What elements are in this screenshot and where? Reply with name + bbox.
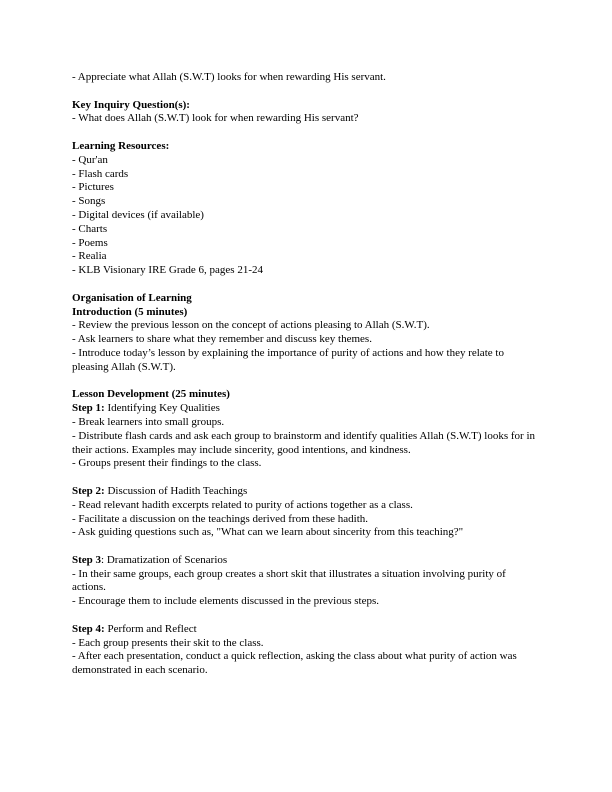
step-2-item: - Facilitate a discussion on the teachings derived from these hadith. [72,512,369,525]
resource-item: - Pictures [72,181,114,194]
organisation-section [72,292,540,375]
document-page [72,71,540,692]
step-2-item: - Read relevant hadith excerpts related to purity of actions together as a class. [72,498,413,511]
resource-item: - Poems [72,236,108,249]
inquiry-heading: Key Inquiry Question(s): [72,98,190,111]
step-4-section [72,623,540,678]
step-4-heading [72,623,540,637]
organisation-heading: Organisation of Learning [72,291,192,304]
step-3-item: - In their same groups, each group creates a short skit that illustrates a situation involving purity of actions. [72,567,506,594]
resource-item: - Charts [72,222,108,235]
step-3-heading [72,554,540,568]
resource-item: - Digital devices (if available) [72,208,204,221]
resources-heading: Learning Resources: [72,139,170,152]
step-1-heading [72,402,540,416]
resource-item: - Qur'an [72,153,108,166]
step-1-item: - Break learners into small groups. [72,415,225,428]
step-3-label: Step 3 [72,553,102,566]
step-2-title: Discussion of Hadith Teachings [104,484,248,497]
step-4-item: - Each group presents their skit to the class. [72,636,264,649]
step-4-label: Step 4: [72,622,105,635]
step-2-item: - Ask guiding questions such as, "What can we learn about sincerity from this teaching?" [72,526,464,539]
objective-line: - Appreciate what Allah (S.W.T) looks for when rewarding His servant. [72,71,386,83]
step-4-item: - After each presentation, conduct a quick reflection, asking the class about what purity of action was demonstrated in each scenario. [72,650,517,677]
resource-item: - Realia [72,250,107,263]
introduction-item: - Review the previous lesson on the concept of actions pleasing to Allah (S.W.T). [72,319,430,332]
inquiry-item: - What does Allah (S.W.T) look for when rewarding His servant? [72,112,359,125]
step-1-label: Step 1: [72,402,105,415]
introduction-heading: Introduction (5 minutes) [72,305,188,318]
resources-section [72,140,540,278]
step-1-item: - Distribute flash cards and ask each group to brainstorm and identify qualities Allah (S.W.T) looks for in their actions. Examples may include sincerity, good intentions, and kindness. [72,429,536,456]
step-3-title: : Dramatization of Scenarios [101,553,228,566]
step-1-section [72,388,540,471]
inquiry-section [72,99,540,127]
step-1-title: Identifying Key Qualities [104,402,220,415]
objective-section [72,71,540,85]
step-3-section [72,554,540,609]
introduction-item: - Introduce today’s lesson by explaining the importance of purity of actions and how they relate to pleasing Allah (S.W.T). [72,346,504,373]
resource-item: - Songs [72,195,106,208]
step-2-heading [72,485,540,499]
resource-item: - Flash cards [72,167,129,180]
step-1-item: - Groups present their findings to the class. [72,457,262,470]
step-4-title: Perform and Reflect [104,622,197,635]
introduction-item: - Ask learners to share what they remember and discuss key themes. [72,333,372,346]
step-2-section [72,485,540,540]
resource-item: - KLB Visionary IRE Grade 6, pages 21-24 [72,264,263,277]
lesson-development-heading: Lesson Development (25 minutes) [72,388,230,401]
step-3-item: - Encourage them to include elements discussed in the previous steps. [72,595,380,608]
step-2-label: Step 2: [72,484,105,497]
